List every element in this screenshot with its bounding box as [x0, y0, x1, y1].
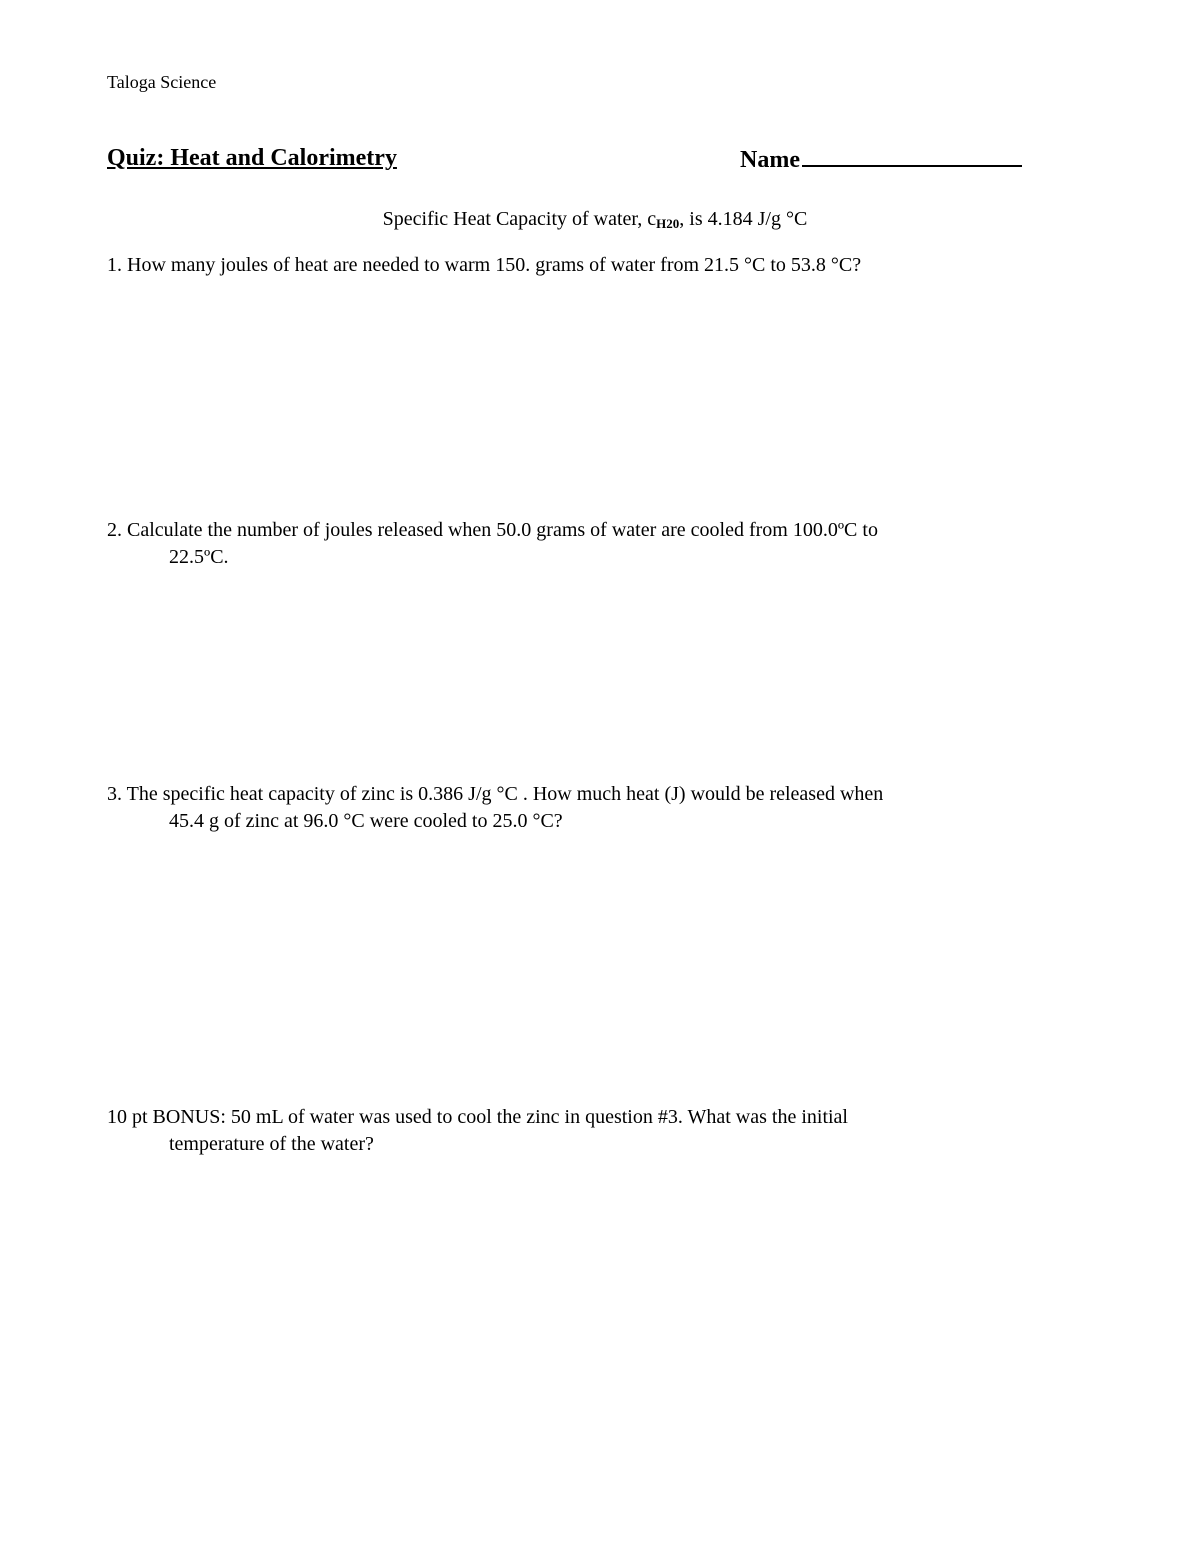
question-2	[107, 517, 1067, 571]
specific-heat-note	[0, 205, 1190, 233]
bonus-question-text: 10 pt BONUS: 50 mL of water was used to cool the zinc in question #3. What was the initial	[107, 1106, 848, 1128]
name-field	[740, 143, 1022, 175]
question-1-text: 1. How many joules of heat are needed to warm 150. grams of water from 21.5 °C to 53.8 °C?	[107, 254, 862, 276]
question-3	[107, 781, 1067, 835]
specific-heat-prefix: Specific Heat Capacity of water, c	[382, 208, 657, 230]
school-header: Taloga Science	[107, 72, 217, 92]
quiz-title: Quiz: Heat and Calorimetry	[107, 145, 397, 171]
question-2-continuation: 22.5ºC.	[169, 546, 229, 568]
question-1	[107, 252, 1067, 279]
question-3-text: 3. The specific heat capacity of zinc is 0.386 J/g °C . How much heat (J) would be released when	[107, 783, 884, 805]
bonus-question-continuation: temperature of the water?	[169, 1133, 374, 1155]
bonus-question	[107, 1104, 1067, 1158]
question-3-continuation: 45.4 g of zinc at 96.0 °C were cooled to 25.0 °C?	[169, 810, 563, 832]
specific-heat-suffix: , is 4.184 J/g °C	[679, 208, 808, 230]
question-2-text: 2. Calculate the number of joules released when 50.0 grams of water are cooled from 100.0ºC to	[107, 519, 878, 541]
name-label: Name	[740, 147, 800, 173]
name-blank-line[interactable]	[802, 143, 1022, 167]
specific-heat-subscript: H20	[656, 216, 680, 231]
